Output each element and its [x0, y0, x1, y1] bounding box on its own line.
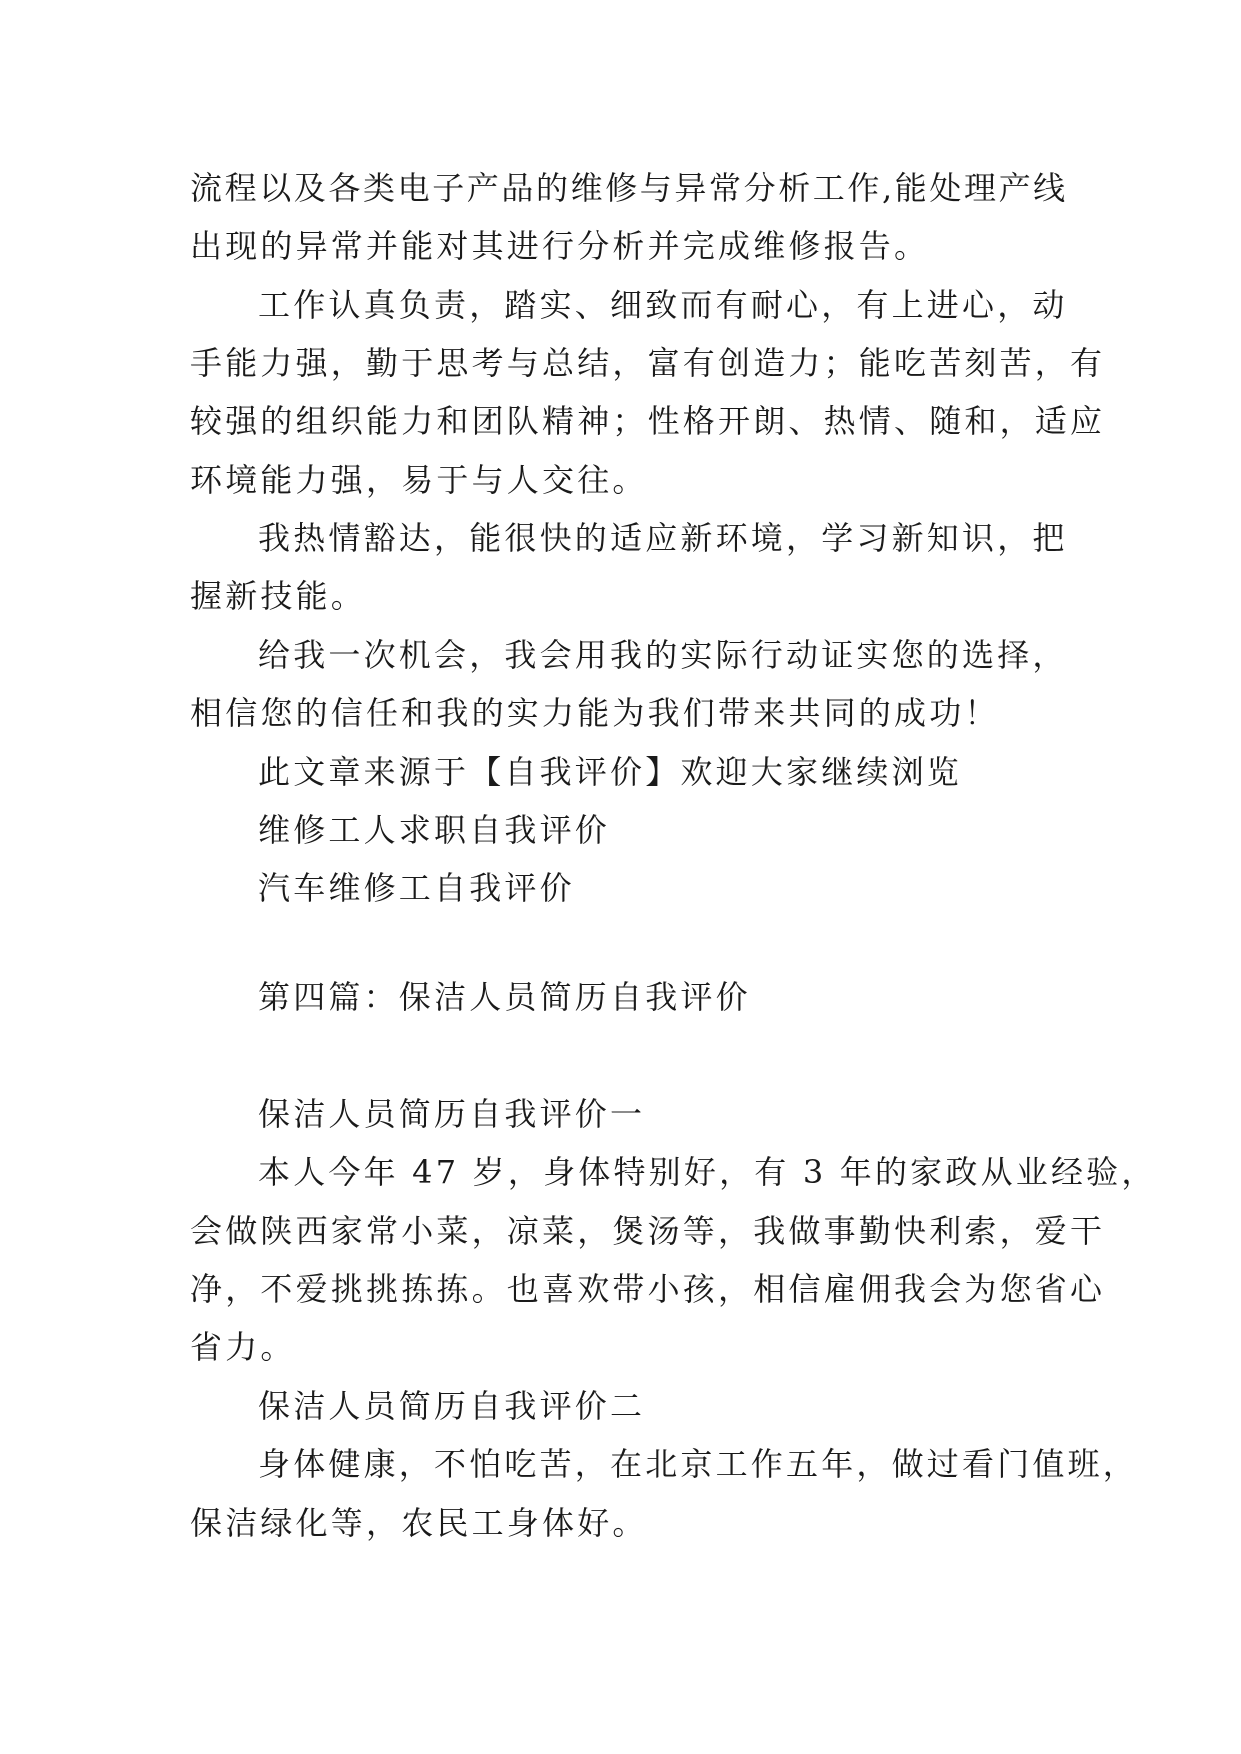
related-link-2[interactable]: 汽车维修工自我评价 [258, 869, 575, 907]
paragraph-line: 省力。 [190, 1328, 296, 1366]
paragraph-line: 给我一次机会，我会用我的实际行动证实您的选择， [258, 636, 1068, 674]
sample-two-heading: 保洁人员简历自我评价二 [258, 1387, 646, 1425]
paragraph-line: 出现的异常并能对其进行分析并完成维修报告。 [190, 227, 930, 265]
sample-one-heading: 保洁人员简历自我评价一 [258, 1095, 646, 1133]
paragraph-line: 手能力强，勤于思考与总结，富有创造力；能吃苦刻苦，有 [190, 344, 1106, 382]
paragraph-line: 工作认真负责，踏实、细致而有耐心，有上进心，动 [258, 286, 1068, 324]
section-title: 第四篇：保洁人员简历自我评价 [258, 978, 751, 1016]
paragraph-line: 较强的组织能力和团队精神；性格开朗、热情、随和，适应 [190, 402, 1106, 440]
paragraph-line: 身体健康，不怕吃苦，在北京工作五年，做过看门值班， [258, 1445, 1139, 1483]
paragraph-line: 本人今年 47 岁，身体特别好，有 3 年的家政从业经验， [258, 1153, 1157, 1191]
paragraph-line: 保洁绿化等，农民工身体好。 [190, 1504, 648, 1542]
paragraph-line: 相信您的信任和我的实力能为我们带来共同的成功！ [190, 694, 1000, 732]
paragraph-line: 流程以及各类电子产品的维修与异常分析工作,能处理产线 [190, 169, 1068, 207]
paragraph-line: 会做陕西家常小菜，凉菜，煲汤等，我做事勤快利索，爱干 [190, 1212, 1106, 1250]
paragraph-line: 环境能力强，易于与人交往。 [190, 461, 648, 499]
source-line: 此文章来源于【自我评价】欢迎大家继续浏览 [258, 753, 963, 791]
related-link-1[interactable]: 维修工人求职自我评价 [258, 811, 611, 849]
paragraph-line: 握新技能。 [190, 577, 367, 615]
paragraph-line: 我热情豁达，能很快的适应新环境，学习新知识，把 [258, 519, 1068, 557]
paragraph-line: 净，不爱挑挑拣拣。也喜欢带小孩，相信雇佣我会为您省心 [190, 1270, 1106, 1308]
